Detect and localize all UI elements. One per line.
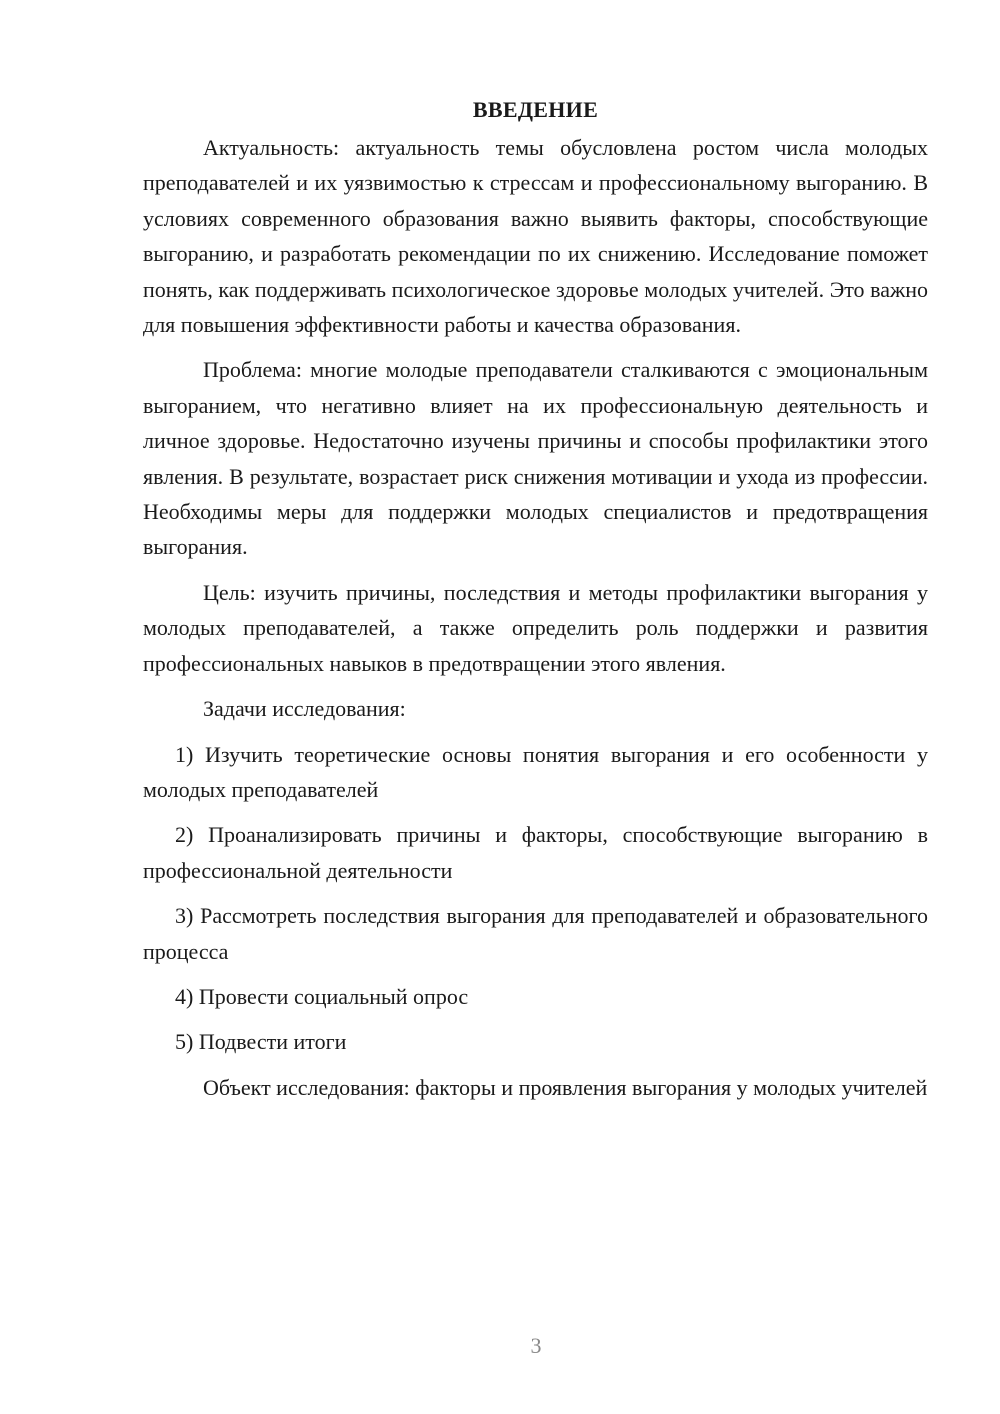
paragraph-tasks-intro: Задачи исследования: (203, 696, 406, 722)
task-item: 3) Рассмотреть последствия выгорания для преподавателей и образовательного процесса (143, 903, 928, 964)
paragraph-goal: Цель: изучить причины, последствия и методы профилактики выгорания у молодых преподавателей, а также определить роль поддержки и развития профессиональных навыков в предотвращении этого явления. (143, 579, 928, 676)
paragraph-problem: Проблема: многие молодые преподаватели сталкиваются с эмоциональным выгоранием, что негативно влияет на их профессиональную деятельность и личное здоровье. Недостаточно изучены причины и способы профилактики этого явления. В результате, возрастает риск снижения мотивации и ухода из профессии. Необходимы меры для поддержки молодых специалистов и предотвращения выгорания. (143, 357, 928, 560)
section-heading: ВВЕДЕНИЕ (472, 97, 599, 122)
paragraph-relevance: Актуальность: актуальность темы обусловлена ростом числа молодых преподавателей и их уязвимостью к стрессам и профессиональному выгоранию. В условиях современного образования важно выявить факторы, способствующие выгоранию, и разработать рекомендации по их снижению. Исследование поможет понять, как поддерживать психологическое здоровье молодых учителей. Это важно для повышения эффективности работы и качества образования. (143, 135, 928, 338)
page-content (143, 92, 928, 1115)
task-item: 2) Проанализировать причины и факторы, способствующие выгоранию в профессиональной деятельности (143, 822, 928, 883)
task-item: 4) Провести социальный опрос (175, 983, 469, 1009)
task-item: 1) Изучить теоретические основы понятия выгорания и его особенности у молодых преподавателей (143, 741, 928, 802)
paragraph-object: Объект исследования: факторы и проявления выгорания у молодых учителей (203, 1074, 928, 1100)
page-number: 3 (530, 1333, 542, 1358)
task-item: 5) Подвести итоги (175, 1029, 347, 1055)
